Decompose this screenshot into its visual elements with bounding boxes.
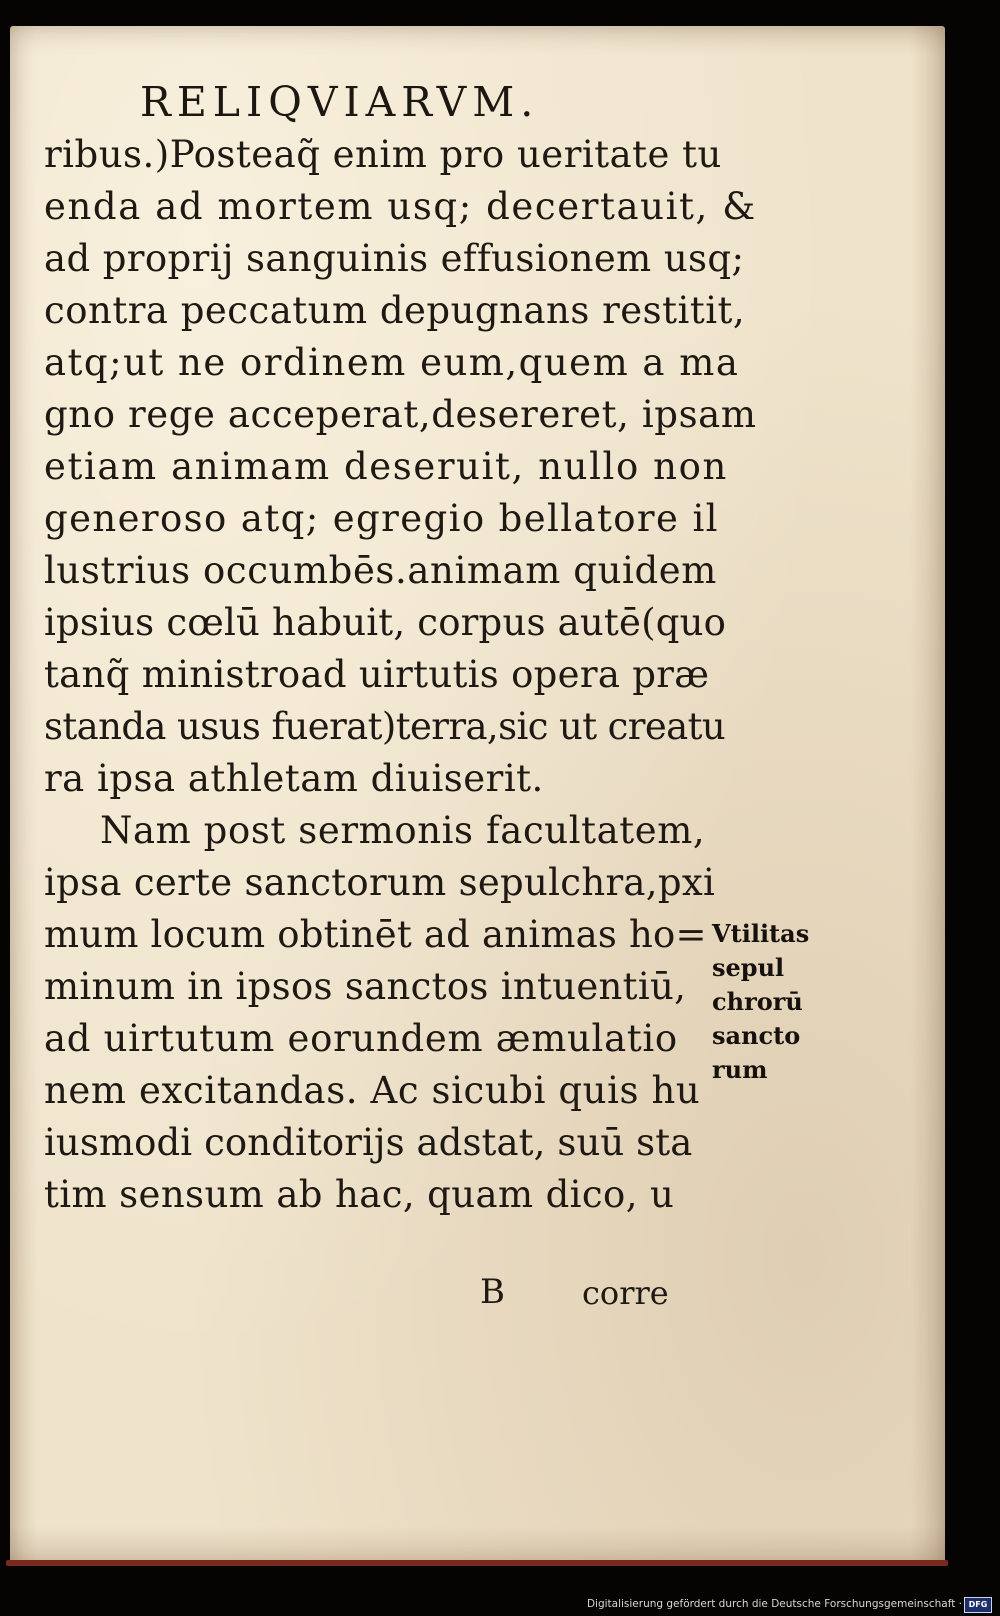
body-line: enda ad mortem usq; decertauit, & (44, 185, 757, 228)
body-line: ipsa certe sanctorum sepulchra,pxi (44, 861, 716, 904)
page-edge (6, 1560, 948, 1566)
body-line: tanq̃ ministroad uirtutis opera præ (44, 653, 710, 696)
body-line: contra peccatum depugnans restitit, (44, 289, 746, 332)
marginal-note-line: chrorū (712, 987, 803, 1016)
marginal-note-line: sancto (712, 1021, 801, 1050)
body-line: ipsius cœlū habuit, corpus autē(quo (44, 601, 727, 644)
marginal-note-line: Vtilitas (712, 919, 810, 948)
body-line: standa usus fuerat)terra,sic ut creatu (44, 705, 726, 748)
body-line: gno rege acceperat,desereret, ipsam (44, 393, 757, 436)
body-line: tim sensum ab hac, quam dico, u (44, 1173, 675, 1216)
body-line: ra ipsa athletam diuiserit. (44, 757, 544, 800)
body-line: lustrius occumbēs.animam quidem (44, 549, 717, 592)
body-line: Nam post sermonis facultatem, (100, 809, 706, 852)
body-line: iusmodi conditorijs adstat, suū sta (44, 1121, 693, 1164)
body-line: etiam animam deseruit, nullo non (44, 445, 728, 488)
marginal-note-line: sepul (712, 953, 785, 982)
signature-mark: B (480, 1272, 505, 1312)
body-line: ribus.)Posteaq̃ enim pro ueritate tu (44, 133, 722, 176)
digitization-credit: Digitalisierung gefördert durch die Deutsche Forschungsgemeinschaft · (586, 1598, 962, 1610)
body-line: nem excitandas. Ac sicubi quis hu (44, 1069, 701, 1112)
dfg-logo: DFG (964, 1597, 992, 1613)
catchword: corre (582, 1274, 669, 1312)
body-line: atq;ut ne ordinem eum,quem a ma (44, 341, 740, 384)
body-line: ad uirtutum eorundem æmulatio (44, 1017, 678, 1060)
body-line: minum in ipsos sanctos intuentiū, (44, 965, 687, 1008)
body-line: mum locum obtinēt ad animas ho= (44, 913, 707, 956)
body-line: generoso atq; egregio bellatore il (44, 497, 719, 540)
marginal-note-line: rum (712, 1055, 768, 1084)
running-head: RELIQVIARVM. (140, 78, 540, 126)
body-line: ad proprij sanguinis effusionem usq; (44, 237, 745, 280)
